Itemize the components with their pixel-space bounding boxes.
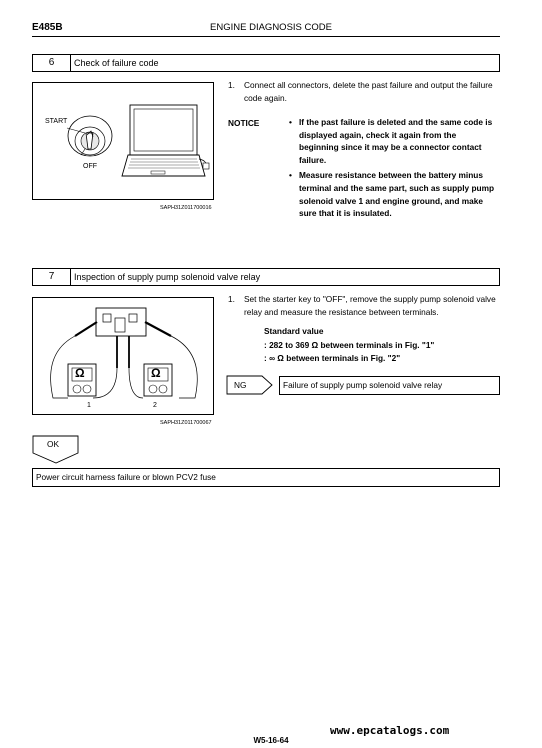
figure-id: SAPH31Z011700067 [160, 420, 212, 426]
watermark-url: www.epcatalogs.com [330, 724, 450, 737]
start-label: START [45, 118, 68, 125]
page-number: W5-16-64 [253, 736, 289, 745]
notice-item: • Measure resistance between the battery minus terminal and the same part, such as supply pump solenoid valve 1 and engine ground, and make sure that it is insulated. [289, 170, 495, 219]
page-title: ENGINE DIAGNOSIS CODE [210, 22, 332, 33]
notice-label: NOTICE [228, 118, 260, 128]
relay-resistance-diagram [33, 298, 213, 414]
ok-label: OK [47, 439, 59, 449]
ok-result: Power circuit harness failure or blown PCV2 fuse [32, 468, 500, 487]
standard-value-1: : 282 to 369 Ω between terminals in Fig. "1" [264, 340, 435, 350]
step-6-figure [32, 82, 214, 200]
notice-list [289, 116, 495, 223]
ng-result: Failure of supply pump solenoid valve relay [279, 376, 500, 395]
meter-2-label: 2 [153, 402, 157, 409]
step-6-instruction-number: 1. [228, 80, 235, 90]
notice-item: • If the past failure is deleted and the same code is displayed again, check it again from the beginning since it may be a connector contact failure. [289, 117, 493, 165]
step-7-instruction: Set the starter key to "OFF", remove the supply pump solenoid valve relay and measure the resistance between terminals. [244, 294, 496, 317]
step-7-instruction-number: 1. [228, 294, 235, 304]
step-number: 7 [33, 269, 71, 285]
step-title: Check of failure code [74, 58, 159, 68]
figure-id: SAPH31Z011700016 [160, 205, 212, 211]
standard-value-label: Standard value [264, 326, 324, 336]
step-7-figure [32, 297, 214, 415]
ohm-symbol-meter-1: Ω [75, 366, 85, 380]
off-label: OFF [83, 163, 97, 170]
meter-1-label: 1 [87, 402, 91, 409]
step-title: Inspection of supply pump solenoid valve relay [74, 272, 261, 282]
ignition-and-laptop-illustration [33, 83, 213, 199]
step-6-instruction: Connect all connectors, delete the past failure and output the failure code again. [244, 80, 493, 103]
step-number: 6 [33, 55, 71, 71]
model-code: E485B [32, 22, 63, 33]
ng-label: NG [234, 380, 247, 390]
header-divider [32, 36, 500, 37]
standard-value-2: : ∞ Ω between terminals in Fig. "2" [264, 353, 401, 363]
step-6-header [32, 54, 500, 72]
step-7-header [32, 268, 500, 286]
ohm-symbol-meter-2: Ω [151, 366, 161, 380]
